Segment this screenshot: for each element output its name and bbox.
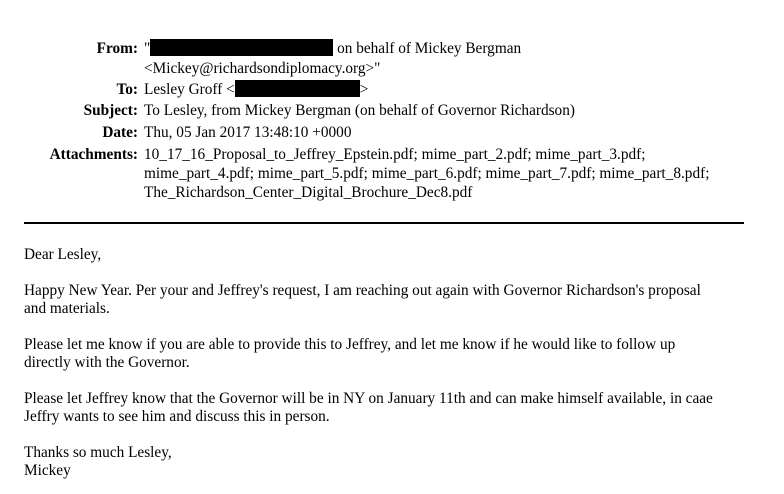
to-suffix: > — [359, 81, 369, 98]
attachment-list-line-2[interactable]: mime_part_4.pdf; mime_part_5.pdf; mime_part_6.pdf; mime_part_7.pdf; mime_part_8.pdf; — [144, 165, 710, 182]
paragraph-1-line-2: and materials. — [24, 300, 110, 317]
from-quote: " — [144, 40, 151, 57]
date-value: Thu, 05 Jan 2017 13:48:10 +0000 — [144, 124, 352, 141]
redaction-bar — [235, 80, 360, 97]
from-label: From: — [96, 40, 138, 57]
from-email: <Mickey@richardsondiplomacy.org>" — [144, 60, 381, 77]
paragraph-1-line-1: Happy New Year. Per your and Jeffrey's request, I am reaching out again with Governor Richardson's proposal — [24, 282, 701, 299]
subject-value: To Lesley, from Mickey Bergman (on behalf of Governor Richardson) — [144, 102, 575, 119]
subject-label: Subject: — [83, 102, 138, 119]
from-on-behalf: on behalf of Mickey Bergman — [333, 40, 522, 57]
to-label: To: — [116, 81, 138, 98]
paragraph-2-line-1: Please let me know if you are able to provide this to Jeffrey, and let me know if he would like to follow up — [24, 336, 676, 353]
greeting: Dear Lesley, — [24, 246, 102, 263]
closing: Thanks so much Lesley, — [24, 444, 172, 461]
attachment-list-line-3[interactable]: The_Richardson_Center_Digital_Brochure_Dec8.pdf — [144, 184, 473, 201]
paragraph-2-line-2: directly with the Governor. — [24, 354, 190, 371]
to-prefix: Lesley Groff < — [144, 81, 235, 98]
date-label: Date: — [102, 124, 138, 141]
attachment-list-line-1[interactable]: 10_17_16_Proposal_to_Jeffrey_Epstein.pdf; mime_part_2.pdf; mime_part_3.pdf; — [144, 146, 646, 163]
from-value — [144, 38, 764, 59]
paragraph-3-line-1: Please let Jeffrey know that the Governor will be in NY on January 11th and can make himself available, in caae — [24, 390, 713, 407]
signature: Mickey — [24, 462, 71, 479]
to-value — [144, 79, 764, 100]
paragraph-3-line-2: Jeffry wants to see him and discuss this in person. — [24, 408, 330, 425]
attachments-label: Attachments: — [49, 146, 138, 163]
redaction-bar — [150, 39, 333, 56]
header-divider — [24, 222, 744, 224]
